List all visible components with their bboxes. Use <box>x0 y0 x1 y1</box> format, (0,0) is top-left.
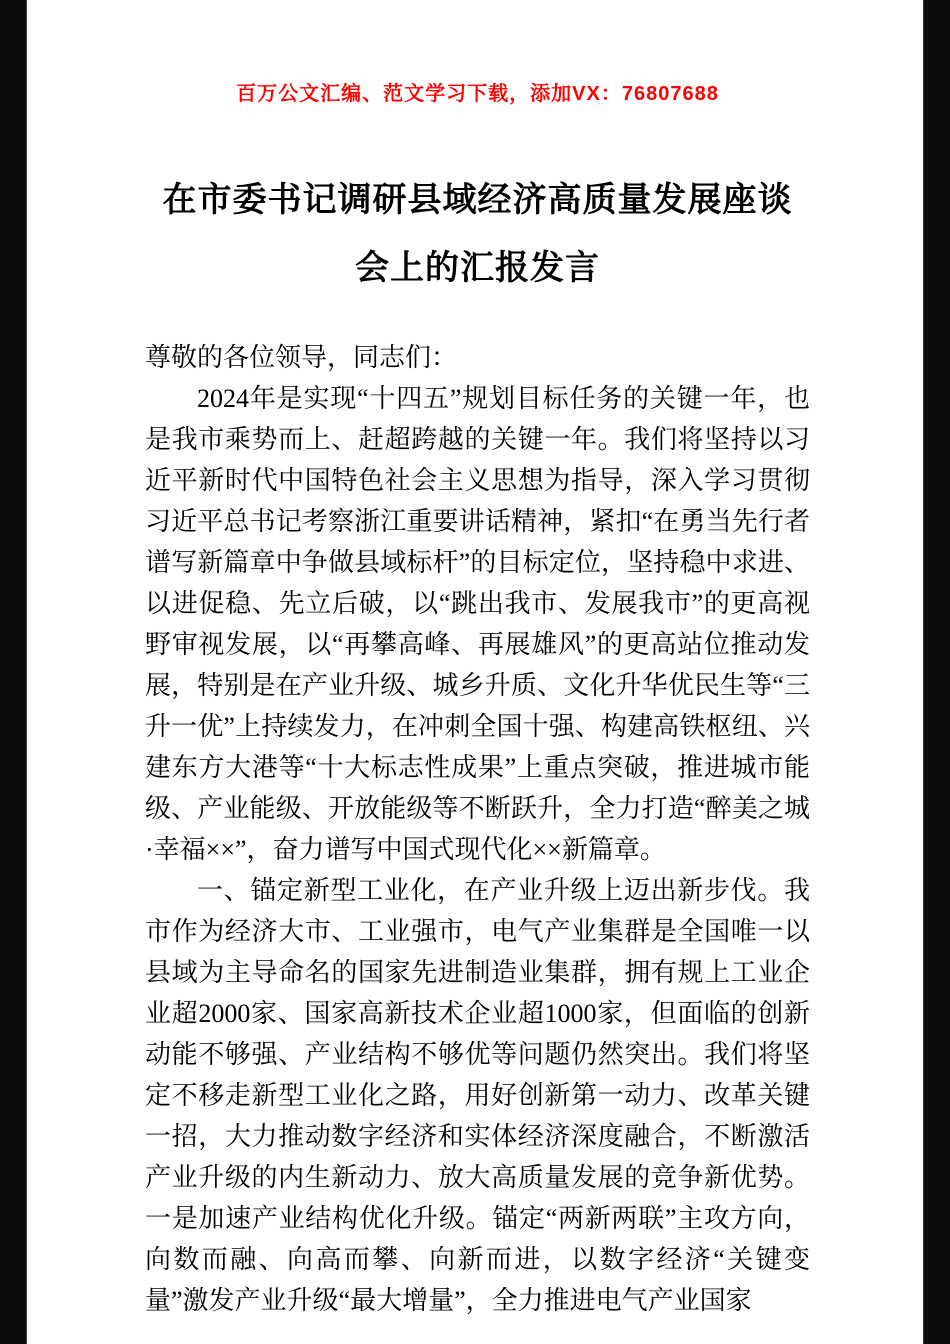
salutation: 尊敬的各位领导，同志们： <box>145 343 458 372</box>
document-title-line1: 在市委书记调研县域经济高质量发展座谈 <box>162 181 793 219</box>
document-page <box>27 0 923 1344</box>
document-title-line2: 会上的汇报发言 <box>355 249 600 287</box>
paragraph-2: 一、锚定新型工业化，在产业升级上迈出新步伐。我市作为经济大市、工业强市，电气产业集群是全国唯一以县域为主导命名的国家先进制造业集群，拥有规上工业企业超2000家、国家高新技术企业超1000家，但面临的创新动能不够强、产业结构不够优等问题仍然突出。我们将坚定不移走新型工业化之路，用好创新第一动力、改革关键一招，大力推动数字经济和实体经济深度融合，不断激活产业升级的内生新动力、放大高质量发展的竞争新优势。一是加速产业结构优化升级。锚定“两新两联”主攻方向，向数而融、向高而攀、向新而进，以数字经济“关键变量”激发产业升级“最大增量”，全力推进电气产业国家 <box>145 876 810 1315</box>
viewer-dark-edge-left <box>0 0 27 1344</box>
paragraph-1: 2024年是实现“十四五”规划目标任务的关键一年，也是我市乘势而上、赶超跨越的关键一年。我们将坚持以习近平新时代中国特色社会主义思想为指导，深入学习贯彻习近平总书记考察浙江重要讲话精神，紧扣“在勇当先行者谱写新篇章中争做县域标杆”的目标定位，坚持稳中求进、以进促稳、先立后破，以“跳出我市、发展我市”的更高视野审视发展，以“再攀高峰、再展雄风”的更高站位推动发展，特别是在产业升级、城乡升质、文化升华优民生等“三升一优”上持续发力，在冲刺全国十强、构建高铁枢纽、兴建东方大港等“十大标志性成果”上重点突破，推进城市能级、产业能级、开放能级等不断跃升，全力打造“醉美之城·幸福××”，奋力谱写中国式现代化××新篇章。 <box>145 384 810 864</box>
header-notice: 百万公文汇编、范文学习下载，添加VX：76807688 <box>236 83 719 105</box>
viewer-dark-edge-right <box>923 0 950 1344</box>
document-body <box>145 337 810 1321</box>
document-title <box>145 166 810 302</box>
